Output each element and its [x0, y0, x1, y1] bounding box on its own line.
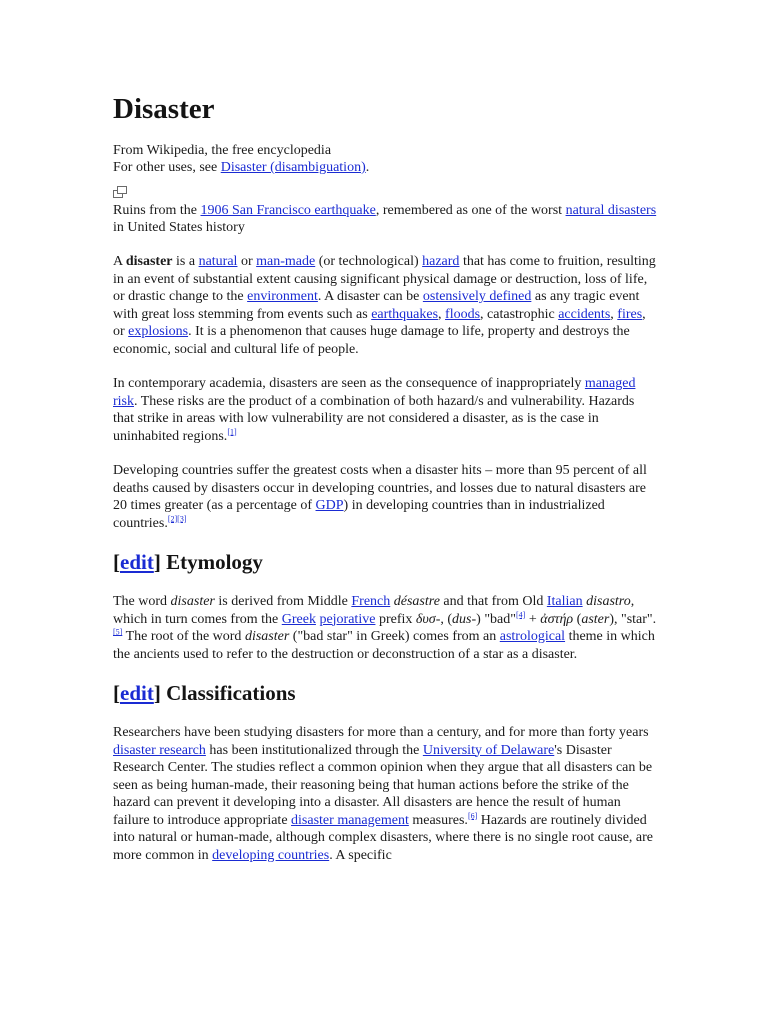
- intro-paragraph-3: [113, 462, 658, 532]
- disambiguation-link[interactable]: Disaster (disambiguation): [220, 160, 366, 175]
- link-astrological[interactable]: astrological: [499, 629, 566, 644]
- link-accidents[interactable]: accidents: [558, 306, 611, 322]
- footnote-ref[interactable]: [4]: [515, 609, 526, 619]
- link-fires[interactable]: fires: [617, 306, 643, 322]
- link-floods[interactable]: floods: [445, 306, 481, 322]
- footnote-ref[interactable]: [2][3]: [167, 513, 187, 523]
- text-run: , catastrophic: [480, 306, 559, 322]
- text-run: A: [113, 254, 126, 269]
- text-run: Hazards are routinely divided into natural or human-made, although complex disasters, where there is no single root cause, are more common in: [113, 812, 653, 863]
- bold-term: disaster: [125, 254, 173, 269]
- italic-term: δυσ-: [415, 611, 441, 627]
- text-run: The root of the word: [122, 629, 245, 644]
- link-natural[interactable]: natural: [198, 254, 238, 269]
- text-run: . It is a phenomenon that causes huge damage to life, property and destroys the economic, social and cultural life of people.: [113, 324, 630, 357]
- section-title-etymology: Etymology: [166, 550, 263, 574]
- hatnote-suffix: .: [365, 160, 370, 175]
- text-run: is derived from Middle: [214, 594, 352, 609]
- link-developing-countries[interactable]: developing countries: [212, 847, 330, 863]
- text-run: . A disaster can be: [317, 289, 423, 304]
- link-explosions[interactable]: explosions: [128, 324, 189, 339]
- text-run: 's Disaster Research Center. The studies reflect a common opinion when they argue that all disasters can be seen as being human-made, their reasoning being that human actions before the strike of the hazard can prevent it developing into a disaster. All disasters are hence the result of human failure to introduce appropriate: [113, 742, 653, 828]
- text-run: and that from Old: [439, 594, 547, 609]
- classifications-paragraph: [113, 724, 658, 864]
- text-run: ,: [610, 306, 618, 322]
- text-run: , (: [440, 611, 453, 627]
- footnote-ref[interactable]: [1]: [227, 426, 237, 436]
- link-hazard[interactable]: hazard: [422, 254, 460, 269]
- text-run: , which in turn comes from the: [113, 594, 635, 627]
- text-run: The word: [113, 594, 171, 609]
- italic-term: disaster: [244, 629, 290, 644]
- section-heading-classifications: [edit] Classifications: [113, 681, 296, 705]
- italic-term: dus-: [452, 611, 477, 627]
- site-tagline: From Wikipedia, the free encyclopedia: [113, 143, 332, 158]
- italic-term: ἀστήρ: [540, 611, 574, 627]
- edit-link-etymology[interactable]: edit: [120, 550, 154, 574]
- article-body: [113, 84, 658, 864]
- link-university-of-delaware[interactable]: University of Delaware: [422, 742, 555, 758]
- italic-term: disaster: [170, 594, 215, 609]
- text-run: ) in developing countries than in industrialized countries.: [113, 498, 605, 531]
- text-run: in United States history: [113, 220, 245, 235]
- text-run: prefix: [375, 611, 416, 627]
- link-disaster-management[interactable]: disaster management: [291, 812, 409, 828]
- text-run: has been institutionalized through the: [205, 742, 423, 758]
- text-run: that has come to fruition, resulting in an event of substantial extent causing significant physical damage or destruction, loss of life, or drastic change to the: [113, 254, 656, 304]
- text-run: Developing countries suffer the greatest costs when a disaster hits – more than 95 percent of all deaths caused by disasters occur in developing countries, and losses due to natural disasters are 20 times greater (as a percentage of: [113, 463, 647, 513]
- text-run: , or: [113, 306, 646, 339]
- text-run: ) "bad": [476, 611, 516, 627]
- text-run: or: [237, 254, 257, 269]
- text-run: +: [525, 611, 541, 627]
- text-run: In contemporary academia, disasters are seen as the consequence of inappropriately: [113, 376, 585, 391]
- article-header-meta: [113, 142, 658, 176]
- link-pejorative[interactable]: pejorative: [319, 611, 376, 627]
- link-gdp[interactable]: GDP: [315, 498, 344, 513]
- intro-paragraph-1: [113, 253, 658, 358]
- section-title-classifications: Classifications: [166, 681, 296, 705]
- link-1906-san-francisco-earthquake[interactable]: 1906 San Francisco earthquake: [200, 203, 376, 218]
- link-earthquakes[interactable]: earthquakes: [371, 306, 439, 322]
- text-run: , remembered as one of the worst: [375, 203, 566, 218]
- footnote-marker: [468, 811, 477, 820]
- footnote-marker: [516, 610, 525, 619]
- text-run: ,: [438, 306, 446, 322]
- hatnote: [113, 159, 658, 176]
- section-heading-etymology: [edit] Etymology: [113, 550, 263, 574]
- footnote-ref[interactable]: [5]: [113, 627, 123, 637]
- link-french[interactable]: French: [351, 594, 391, 609]
- link-ostensively-defined[interactable]: ostensively defined: [422, 289, 532, 304]
- italic-term: aster: [581, 611, 610, 627]
- hatnote-prefix: For other uses, see: [113, 160, 221, 175]
- text-run: (or technological): [315, 254, 423, 269]
- text-run: (: [573, 611, 582, 627]
- text-run: ("bad star" in Greek) comes from an: [289, 629, 500, 644]
- link-environment[interactable]: environment: [247, 289, 318, 304]
- text-run: is a: [172, 254, 199, 269]
- text-run: as any tragic event with great loss stemming from events such as: [113, 289, 640, 322]
- enlarge-image-icon[interactable]: [113, 186, 126, 197]
- text-run: Ruins from the: [113, 203, 201, 218]
- etymology-paragraph: [113, 593, 658, 663]
- link-natural-disasters[interactable]: natural disasters: [565, 203, 657, 218]
- italic-term: disastro: [586, 594, 631, 609]
- text-run: Researchers have been studying disasters for more than a century, and for more than forty years: [113, 725, 649, 740]
- text-run: ), "star".: [609, 611, 657, 627]
- edit-link-classifications[interactable]: edit: [120, 681, 154, 705]
- text-run: . These risks are the product of a combination of both hazard/s and vulnerability. Hazards that strike in areas with low vulnerability are not considered a disaster, as is the case in uninhabited regions.: [113, 393, 635, 444]
- footnote-marker: [168, 514, 187, 523]
- image-caption: [113, 202, 658, 236]
- text-run: measures.: [408, 812, 468, 828]
- link-greek[interactable]: Greek: [281, 611, 316, 627]
- text-run: theme in which the ancients used to refer to the destruction or deconstruction of a star as a disaster.: [113, 629, 655, 662]
- text-run: . A specific: [329, 847, 392, 863]
- page-title: Disaster: [113, 93, 215, 125]
- link-man-made[interactable]: man-made: [256, 254, 316, 269]
- footnote-ref[interactable]: [6]: [467, 810, 478, 820]
- footnote-marker: [227, 427, 236, 436]
- link-italian[interactable]: Italian: [546, 594, 583, 609]
- link-disaster-research[interactable]: disaster research: [113, 742, 206, 758]
- link-managed-risk[interactable]: managed risk: [113, 376, 636, 409]
- italic-term: désastre: [393, 594, 440, 609]
- footnote-marker: [113, 627, 122, 636]
- intro-paragraph-2: [113, 375, 658, 445]
